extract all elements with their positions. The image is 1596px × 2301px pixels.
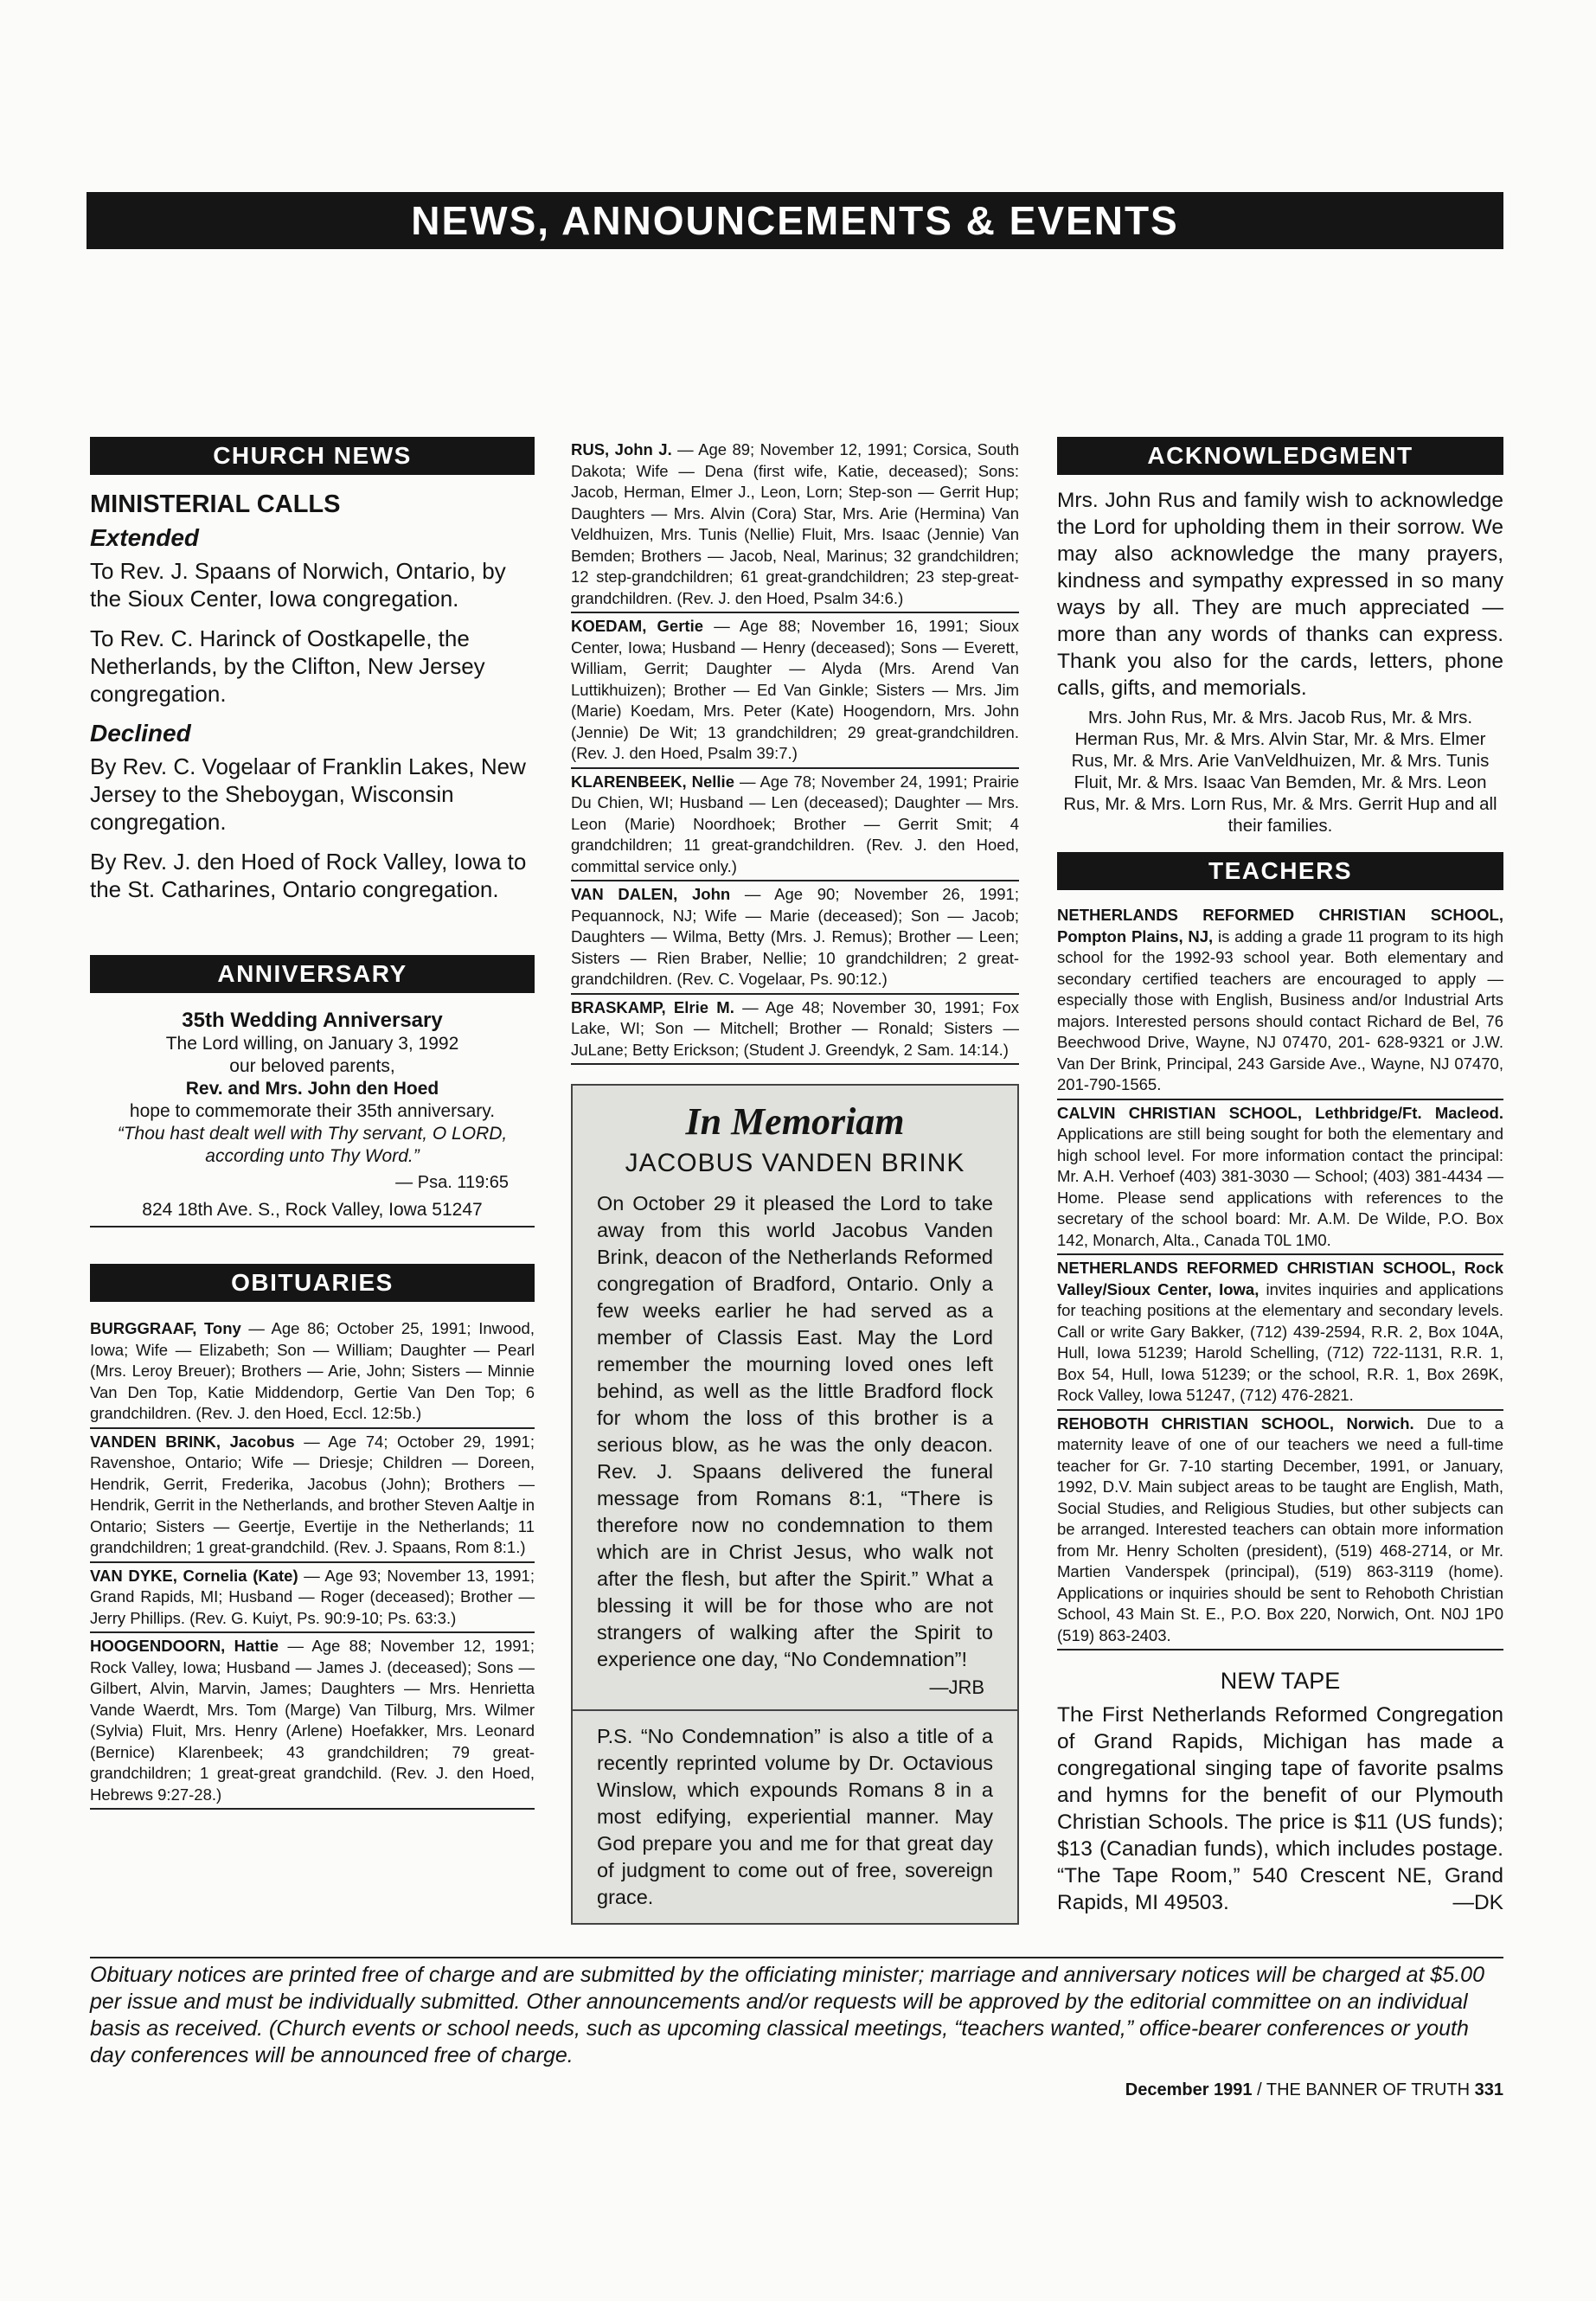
anniversary-line: hope to commemorate their 35th anniversary. — [129, 1101, 496, 1121]
obituary-name: VAN DYKE, Cornelia (Kate) — [90, 1566, 298, 1585]
teachers-list — [1057, 902, 1503, 1650]
obituary-name: VANDEN BRINK, Jacobus — [90, 1432, 295, 1451]
page-folio — [90, 2080, 1503, 2100]
memoriam-title: In Memoriam — [685, 1100, 905, 1143]
memoriam-divider — [573, 1709, 1017, 1711]
anniversary-title: 35th Wedding Anniversary — [182, 1009, 443, 1032]
obituary-text: — Age 89; November 12, 1991; Corsica, South Dakota; Wife — Dena (first wife, Katie, deceased); Sons: Jacob, Herman, Elmer J., Leon, Lorn; Step-son — Gerrit Hup; Daughters — Mrs. Alvin (Cora) Star, Mrs. Arie (Hermina) Van Veldhuizen, Mrs. Tunis (Nellie) Fluit, Mrs. Isaac (Jennie) Van Bemden; Brothers — Jacob, Neal, Marinus; 32 grandchildren; 12 step-grandchildren; 61 great-grandchildren; 23 step-great-grandchildren. (Rev. J. den Hoed, Psalm 34:6.) — [571, 440, 1019, 607]
page-banner: NEWS, ANNOUNCEMENTS & EVENTS — [87, 192, 1503, 249]
anniversary-line: The Lord willing, on January 3, 1992 — [165, 1034, 459, 1054]
acknowledgment-names: Mrs. John Rus, Mr. & Mrs. Jacob Rus, Mr. & Mrs. Herman Rus, Mr. & Mrs. Alvin Star, Mr. & Mrs. Elmer Rus, Mr. & Mrs. Arie VanVeldhuizen, Mr. & Mrs. Tunis Fluit, Mr. & Mrs. Isaac Van Bemden, Mr. & Mrs. Leon Rus, Mr. & Mrs. Lorn Rus, Mr. & Mrs. Gerrit Hup and all their families. — [1063, 708, 1497, 836]
new-tape-heading: NEW TAPE — [1220, 1668, 1341, 1694]
obituary-name: BRASKAMP, Elrie M. — [571, 997, 734, 1016]
obituary-text: — Age 88; November 12, 1991; Rock Valley, Iowa; Husband — James J. (deceased); Sons — Gilbert, Alvin, Marvin, James; Daughters — Mrs. Henrietta Vande Waerdt, Mrs. Tom (Marge) Van Tilburg, Mrs. Wilmer (Sylvia) Fluit, Mrs. Henry (Arlene) Hoefakker, Mrs. Leonard (Bernice) Klarenbeek; 43 grandchildren; 79 great-grandchildren; 1 great-great grandchild. (Rev. J. den Hoed, Hebrews 9:27-28.) — [90, 1637, 535, 1804]
obituary-name: KOEDAM, Gertie — [571, 617, 704, 635]
call-extended-item: To Rev. C. Harinck of Oostkapelle, the Netherlands, by the Clifton, New Jersey congregation. — [90, 625, 485, 707]
acknowledgment-body: Mrs. John Rus and family wish to acknowledge the Lord for upholding them in their sorrow. We may also acknowledge the many prayers, kindness and sympathy expressed in so many ways by all. They are much appreciated — more than any words of thanks can express. Thank you also for the cards, letters, phone calls, gifts, and memorials. — [1057, 489, 1503, 700]
obituaries-heading: OBITUARIES — [90, 1264, 535, 1302]
obituary-entry — [571, 881, 1019, 995]
obituary-entry — [571, 437, 1019, 613]
obituary-name: BURGGRAAF, Tony — [90, 1319, 241, 1337]
obituary-entry — [571, 769, 1019, 882]
obituary-entry — [90, 1633, 535, 1810]
obituary-name: RUS, John J. — [571, 440, 672, 458]
anniversary-names: Rev. and Mrs. John den Hoed — [185, 1079, 439, 1099]
call-declined-item: By Rev. J. den Hoed of Rock Valley, Iowa to the St. Catharines, Ontario congregation. — [90, 849, 527, 902]
obituary-text: — Age 48; November 30, 1991; Fox Lake, WI; Son — Mitchell; Brother — Ronald; Sisters — JuLane; Betty Erickson; (Student J. Greendyk, 2 Sam. 14:14.) — [571, 997, 1019, 1059]
publication-name: / THE BANNER OF TRUTH — [1252, 2080, 1475, 2099]
memoriam-name: JACOBUS VANDEN BRINK — [625, 1149, 965, 1177]
obituary-text: — Age 90; November 26, 1991; Pequannock, NJ; Wife — Marie (deceased); Son — Jacob; Daughters — Wilma, Betty (Mrs. J. Remus); Brother — Leen; Sisters — Rien Braber, Nellie; 10 grandchildren; 2 great-grandchildren. (Rev. C. Vogelaar, Ps. 90:12.) — [571, 885, 1019, 988]
column-left — [90, 437, 535, 1810]
obituary-entry — [571, 995, 1019, 1066]
teacher-listing — [1057, 1100, 1503, 1256]
anniversary-quote: according unto Thy Word.” — [205, 1146, 420, 1166]
ministerial-calls-heading: MINISTERIAL CALLS — [90, 490, 341, 518]
call-extended-item: To Rev. J. Spaans of Norwich, Ontario, by the Sioux Center, Iowa congregation. — [90, 558, 506, 612]
obituary-name: VAN DALEN, John — [571, 885, 731, 903]
obituary-list — [90, 1316, 535, 1810]
church-news-heading: CHURCH NEWS — [90, 437, 535, 475]
obituary-text: — Age 88; November 16, 1991; Sioux Center, Iowa; Husband — Henry (deceased); Sons — Everett, William, Gerrit; Daughter — Alyda (Mrs. Arend Van Luttikhuizen); Brother — Ed Van Ginkle; Sisters — Mrs. Jim (Marie) Koedam, Mrs. Peter (Kate) Hoogendorn, Mrs. John (Jennie) De Wit; 13 grandchildren; 29 great-grandchildren. (Rev. J. den Hoed, Psalm 39:7.) — [571, 617, 1019, 762]
listing-text: Applications are still being sought for both the elementary and high school level. For more information contact the principal: Mr. A.H. Verhoef (403) 381-3030 — School; (403) 381-4434 — Home. Please send applications with references to the secretary of the school board: Mr. A.M. De Wilde, P.O. Box 142, Monarch, Alta., Canada T0L 1M0. — [1057, 1125, 1503, 1249]
listing-text: Due to a maternity leave of one of our teachers we need a full-time teacher for Gr. 7-10 starting December, 1991, or January, 1992, D.V. Main subject areas to be taught are English, Math, Social Studies, and Religious Studies, but other subjects can be arranged. Interested teachers can obtain more information from Mr. Henry Scholten (president), (519) 468-2714, or Mr. Martien Vanderspek (principal), (519) 863-3119 (home). Applications or inquiries should be sent to Rehoboth Christian School, 43 Main St. E., P.O. Box 220, Norwich, Ont. N0J 1P0 (519) 863-2403. — [1057, 1413, 1504, 1644]
new-tape-text: The First Netherlands Reformed Congregation of Grand Rapids, Michigan has made a congregational singing tape of favorite psalms and hymns for the benefit of our Plymouth Christian Schools. The price is $11 (US funds); $13 (Canadian funds), which includes postage. “The Tape Room,” 540 Crescent NE, Grand Rapids, MI 49503. — [1057, 1703, 1503, 1914]
teacher-listing — [1057, 1255, 1503, 1411]
obituary-text: — Age 93; November 13, 1991; Grand Rapids, MI; Husband — Roger (deceased); Brother — Jerry Phillips. (Rev. G. Kuiyt, Ps. 90:9-10; Ps. 63:3.) — [90, 1566, 535, 1627]
memoriam-postscript: P.S. “No Condemnation” is also a title of a recently reprinted volume by Dr. Octavious Winslow, which expounds Romans 8 in a most edifying, experiential manner. May God prepare you and me for that great day of judgment to come out of free, sovereign grace. — [597, 1725, 993, 1908]
school-name: REHOBOTH CHRISTIAN SCHOOL, Norwich. — [1057, 1413, 1414, 1433]
footer-policy-note: Obituary notices are printed free of charge and are submitted by the officiating minister; marriage and anniversary notices will be charged at $5.00 per issue and must be individually submitted. Other announcements and/or requests will be approved by the editorial committee on an individual basis as received. (Church events or school needs, such as upcoming classical meetings, “teachers wanted,” office-bearer conferences or youth day conferences will be announced free of charge. — [90, 1963, 1484, 2067]
anniversary-quote: “Thou hast dealt well with Thy servant, O LORD, — [117, 1124, 508, 1144]
in-memoriam-box — [571, 1084, 1019, 1925]
obituary-entry — [90, 1563, 535, 1634]
extended-label: Extended — [90, 524, 200, 551]
anniversary-scripture-ref: — Psa. 119:65 — [395, 1173, 509, 1192]
obituary-name: KLARENBEEK, Nellie — [571, 772, 734, 791]
anniversary-address: 824 18th Ave. S., Rock Valley, Iowa 51247 — [90, 1200, 535, 1227]
acknowledgment-heading: ACKNOWLEDGMENT — [1057, 437, 1503, 475]
column-right — [1057, 437, 1503, 1916]
column-middle — [571, 437, 1019, 1925]
listing-text: is adding a grade 11 program to its high school for the 1992-93 school year. Both elementary and secondary certified teachers are encouraged to apply — especially those with English, Business and/or Industrial Arts majors. Interested persons should contact Richard de Bel, 76 Beechwood Drive, Wayne, NJ 07470, 201- 628-9321 or J.W. Van Der Brink, Principal, 243 Garside Ave., Wayne, NJ 07470, 201-790-1565. — [1057, 926, 1503, 1093]
obituary-text: — Age 78; November 24, 1991; Prairie Du Chien, WI; Husband — Len (deceased); Daughter — Mrs. Leon (Marie) Noordhoek; Brother — Gerrit Smit; 4 grandchildren; 11 great-grandchildren. (Rev. J. den Hoed, committal service only.) — [571, 772, 1019, 875]
obituary-text: — Age 86; October 25, 1991; Inwood, Iowa; Wife — Elizabeth; Son — William; Daughter — Pearl (Mrs. Leroy Breuer); Brothers — Arie, John; Sisters — Minnie Van Den Top, Katie Middendorp, Gertie Van Den Top; 6 grandchildren. (Rev. J. den Hoed, Eccl. 12:5b.) — [90, 1319, 535, 1422]
anniversary-heading: ANNIVERSARY — [90, 955, 535, 993]
memoriam-signature: —JRB — [929, 1676, 984, 1698]
school-name: CALVIN CHRISTIAN SCHOOL, Lethbridge/Ft. Macleod. — [1057, 1103, 1503, 1122]
teachers-heading: TEACHERS — [1057, 852, 1503, 890]
listing-text: invites inquiries and applications for teaching positions at the elementary and secondary levels. Call or write Gary Bakker, (712) 439-2594, R.R. 2, Box 104A, Hull, Iowa 51239; Harold Schelling, (712) 722-1131, R.R. 1, Box 54, Hull, Iowa 51239; or the school, R.R. 1, Box 269K, Rock Valley, Iowa 51247, (712) 476-2821. — [1057, 1279, 1504, 1404]
declined-label: Declined — [90, 720, 191, 747]
anniversary-notice — [90, 1009, 535, 1168]
page-number: 331 — [1474, 2080, 1503, 2099]
memoriam-body: On October 29 it pleased the Lord to take away from this world Jacobus Vanden Brink, deacon of the Netherlands Reformed congregation of Bradford, Ontario. Only a few weeks earlier he had served as a member of Classis East. May the Lord remember the mourning loved ones left behind, as well as the little Bradford flock for whom the loss of this brother is a serious blow, as he was the only deacon. Rev. J. Spaans delivered the funeral message from Romans 8:1, “There is therefore now no condemnation to them which are in Christ Jesus, who walk not after the flesh, but after the Spirit.” What a blessing it will be for those who are not strangers of walking after the Spirit to experience one day, “No Condemnation”! — [597, 1192, 993, 1670]
teacher-listing — [1057, 1411, 1503, 1651]
school-name: NETHERLANDS REFORMED CHRISTIAN SCHOOL, Rock Valley/Sioux Center, Iowa, — [1057, 1259, 1503, 1298]
issue-date: December 1991 — [1125, 2080, 1253, 2099]
new-tape-signature: —DK — [1452, 1891, 1503, 1914]
obituary-text: — Age 74; October 29, 1991; Ravenshoe, Ontario; Wife — Driesje; Children — Doreen, Hendrik, Gerrit, Frederika, Jacobus (John); Brothers — Hendrik, Gerrit in the Netherlands, and brother Steven Aaltje in Ontario; Sisters — Geertje, Evertije in the Netherlands; 11 grandchildren; 1 great-grandchild. (Rev. J. Spaans, Rom 8:1.) — [90, 1432, 535, 1556]
obituary-entry — [90, 1316, 535, 1429]
obituary-entry — [90, 1429, 535, 1563]
obituary-name: HOOGENDOORN, Hattie — [90, 1637, 279, 1655]
obituary-entry — [571, 613, 1019, 769]
anniversary-line: our beloved parents, — [229, 1056, 395, 1076]
school-name: NETHERLANDS REFORMED CHRISTIAN SCHOOL, Pompton Plains, NJ, — [1057, 906, 1503, 945]
footer-divider — [90, 1957, 1503, 1958]
teacher-listing — [1057, 902, 1503, 1100]
call-declined-item: By Rev. C. Vogelaar of Franklin Lakes, New Jersey to the Sheboygan, Wisconsin congregation. — [90, 753, 526, 835]
new-tape-body — [1057, 1702, 1503, 1916]
